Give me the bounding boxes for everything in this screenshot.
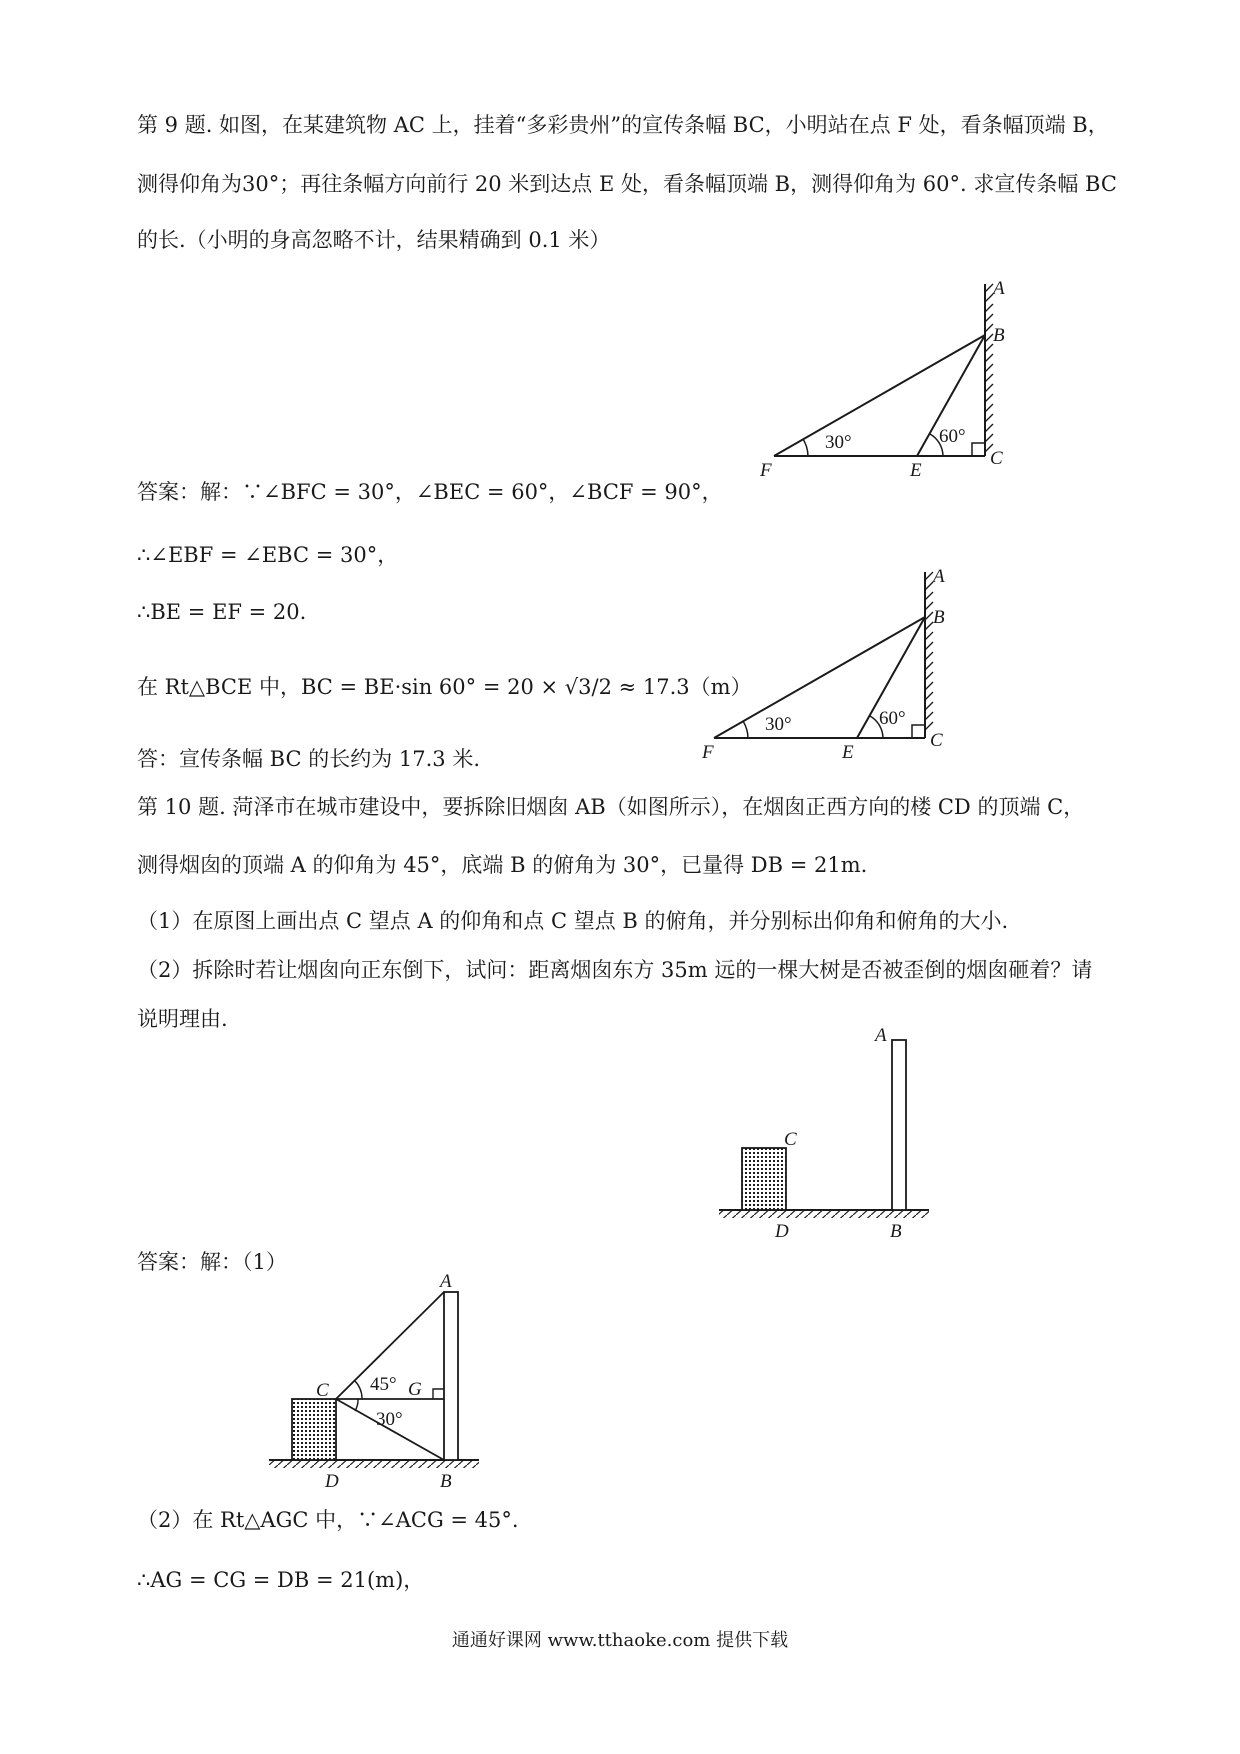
q10-answer-3: ∴AG = CG = DB = 21(m)，: [137, 1568, 425, 1592]
q9-answer-1: 答案：解：∵∠BFC = 30°，∠BEC = 60°，∠BCF = 90°，: [137, 480, 723, 504]
q9-line-3: 的长.（小明的身高忽略不计，结果精确到 0.1 米）: [137, 228, 611, 252]
q9-answer-5: 答：宣传条幅 BC 的长约为 17.3 米.: [137, 747, 481, 771]
label-f: F: [702, 742, 714, 763]
q10-answer-2: （2）在 Rt△AGC 中，∵∠ACG = 45°.: [137, 1508, 519, 1532]
q9-answer-3: ∴BE = EF = 20.: [137, 600, 307, 624]
angle-e-label: 60°: [879, 708, 906, 729]
label-g: G: [408, 1379, 422, 1400]
angle-e-label: 60°: [939, 426, 966, 447]
label-e: E: [910, 460, 922, 481]
label-b: B: [993, 325, 1005, 346]
label-c: C: [316, 1380, 329, 1401]
right-angle-mark: [972, 443, 985, 456]
q9-answer-2: ∴∠EBF = ∠EBC = 30°，: [137, 543, 399, 567]
label-a: A: [993, 278, 1005, 299]
q10-answer-figure: [260, 1265, 500, 1495]
q10-figure: [700, 1015, 950, 1245]
q9-answer-4: 在 Rt△BCE 中，BC = BE·sin 60° = 20 × √3/2 ≈ 17.3（m）: [137, 675, 752, 699]
label-c: C: [990, 448, 1003, 469]
q10-line-3: （1）在原图上画出点 C 望点 A 的仰角和点 C 望点 B 的俯角，并分别标出仰角和俯角的大小.: [137, 909, 1009, 933]
angle-45-label: 45°: [370, 1374, 397, 1395]
label-b: B: [440, 1471, 452, 1492]
label-d: D: [775, 1221, 789, 1242]
label-a: A: [875, 1025, 887, 1046]
q10-line-4: （2）拆除时若让烟囱向正东倒下，试问：距离烟囱东方 35m 远的一棵大树是否被歪倒的烟囱砸着？请: [137, 958, 1093, 982]
chimney-ab: [892, 1040, 906, 1210]
angle-30-label: 30°: [376, 1409, 403, 1430]
q10-line-5: 说明理由.: [137, 1007, 228, 1031]
label-a: A: [440, 1271, 452, 1292]
label-a: A: [933, 566, 945, 587]
q9-line-2: 测得仰角为30°；再往条幅方向前行 20 米到达点 E 处，看条幅顶端 B，测得仰角为 60°. 求宣传条幅 BC: [137, 172, 1117, 196]
q10-line-2: 测得烟囱的顶端 A 的仰角为 45°，底端 B 的俯角为 30°，已量得 DB = 21m.: [137, 853, 868, 877]
q10-answer-1: 答案：解：（1）: [137, 1250, 287, 1274]
label-c: C: [930, 730, 943, 751]
q9-line-1: 第 9 题. 如图，在某建筑物 AC 上，挂着“多彩贵州”的宣传条幅 BC，小明站在点 F 处，看条幅顶端 B，: [137, 113, 1109, 137]
label-c: C: [784, 1129, 797, 1150]
label-d: D: [325, 1471, 339, 1492]
q10-line-1: 第 10 题. 菏泽市在城市建设中，要拆除旧烟囱 AB（如图所示），在烟囱正西方向的楼 CD 的顶端 C，: [137, 795, 1085, 819]
building-cd: [742, 1148, 786, 1210]
angle-f-label: 30°: [825, 432, 852, 453]
label-e: E: [842, 742, 854, 763]
angle-f-label: 30°: [765, 714, 792, 735]
angle-arc-f: [803, 439, 808, 456]
q9-figure: [740, 272, 1020, 484]
page-footer: 通通好课网 www.tthaoke.com 提供下载: [451, 1630, 789, 1651]
label-b: B: [890, 1221, 902, 1242]
label-f: F: [760, 460, 772, 481]
label-b: B: [933, 607, 945, 628]
q9-answer-figure: [690, 560, 970, 772]
wall-hatch: [985, 284, 993, 452]
